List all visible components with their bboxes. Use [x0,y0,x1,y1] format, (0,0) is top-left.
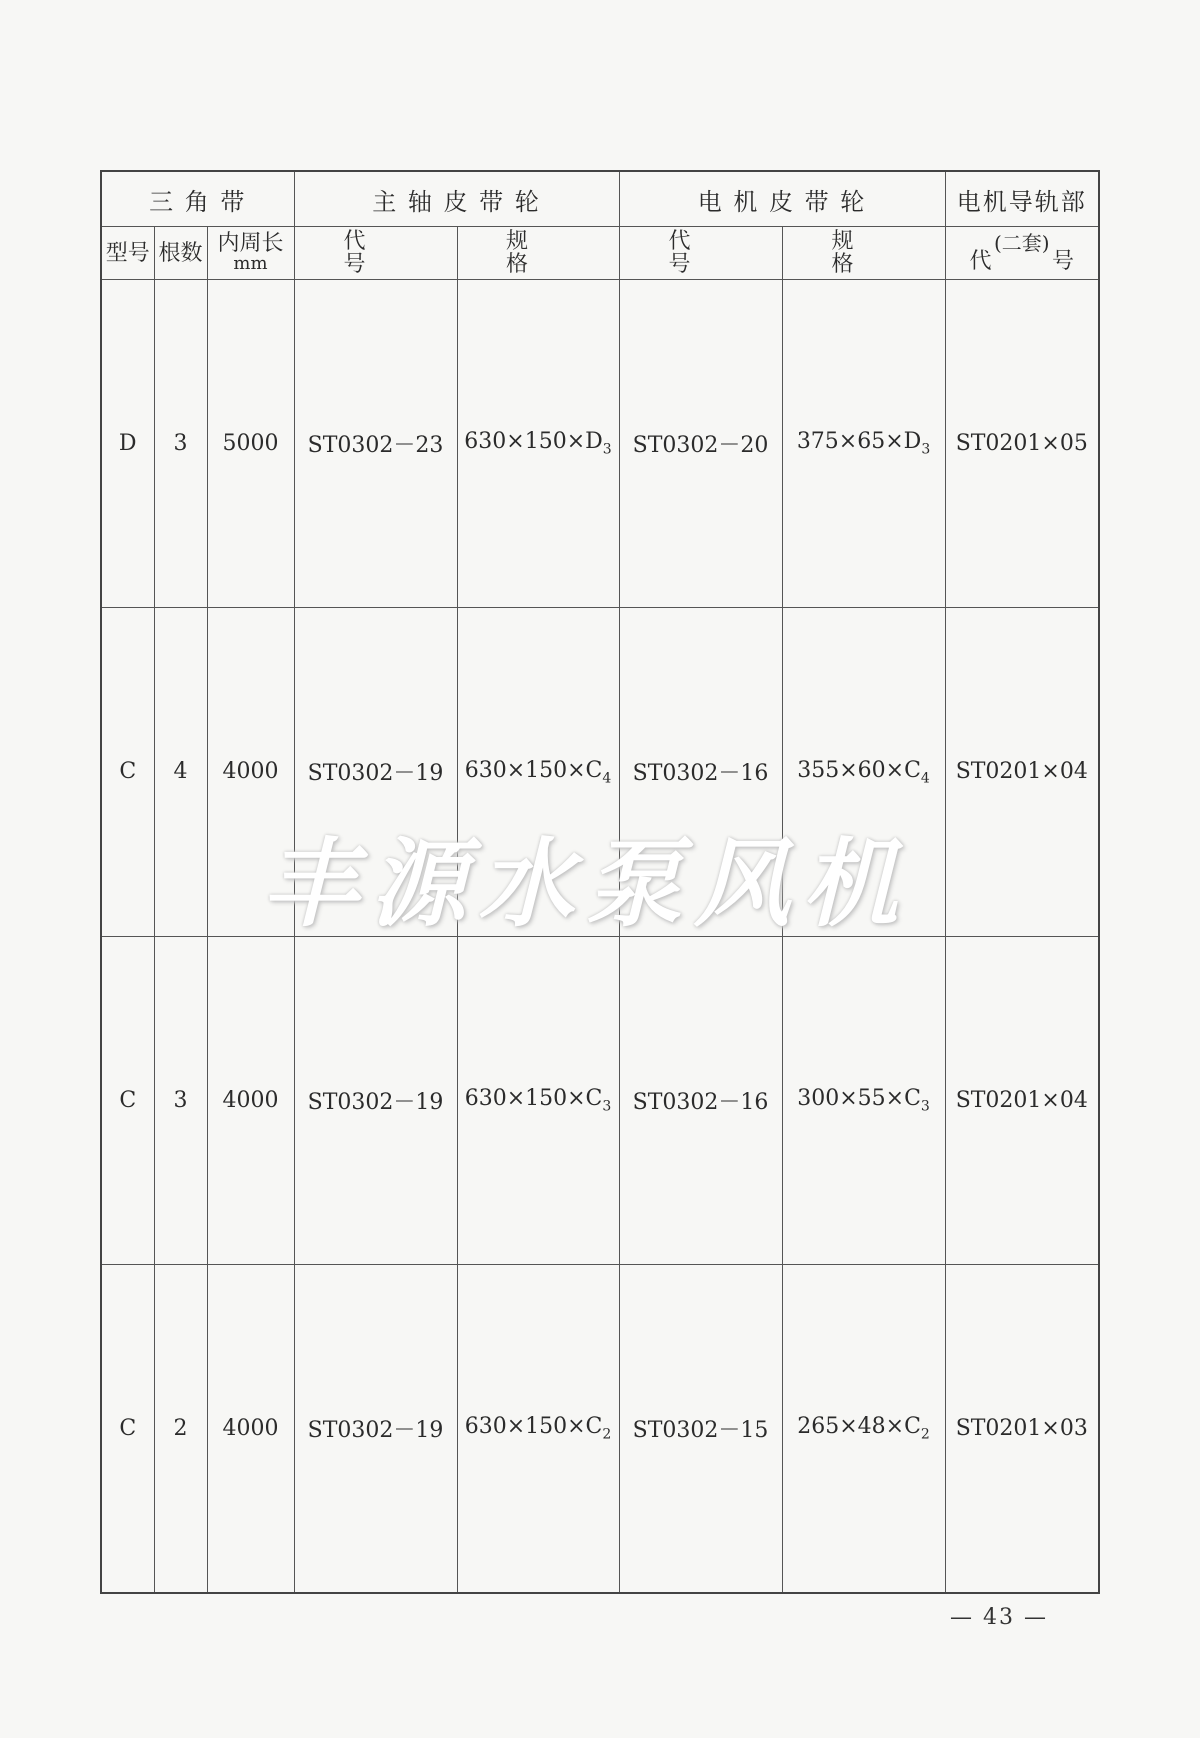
subheader-count: 根数 [154,227,207,280]
cell-type: C [101,608,154,936]
table-row [101,280,1099,608]
table-row [101,936,1099,1264]
header-belt: 三 角 带 [101,171,294,227]
cell-spindle-code: ST0302－19 [294,1264,457,1593]
rail-code-right: 号 [1052,249,1075,274]
rail-note: (二套) [993,231,1050,255]
cell-motor-spec: $355\times 60\times C_4$ [782,608,945,936]
subheader-motor-spec: 规 格 [782,227,945,280]
cell-count: 3 [154,936,207,1264]
inner-length-label: 内周长 [217,231,284,257]
watermark: 丰源水泵风机 [262,828,910,940]
cell-count: 4 [154,608,207,936]
cell-rail-code: ST0201×04 [945,608,1099,936]
cell-type: C [101,936,154,1264]
cell-motor-code: ST0302－16 [619,608,782,936]
rail-code-left: 代 [969,249,992,274]
cell-motor-code: ST0302－15 [619,1264,782,1593]
cell-motor-spec: $375\times 65\times D_3$ [782,280,945,608]
cell-length: 5000 [207,280,294,608]
inner-length-unit: mm [233,253,268,275]
table-row [101,1264,1099,1593]
subheader-motor-code: 代 号 [619,227,782,280]
cell-rail-code: ST0201×04 [945,936,1099,1264]
header-spindle-pulley: 主 轴 皮 带 轮 [294,171,619,227]
cell-length: 4000 [207,1264,294,1593]
cell-length: 4000 [207,608,294,936]
cell-motor-spec: $265\times 48\times C_2$ [782,1264,945,1593]
subheader-spindle-code: 代 号 [294,227,457,280]
cell-spindle-code: ST0302－19 [294,936,457,1264]
cell-spindle-spec: $630\times 150\times D_3$ [457,280,619,608]
cell-spindle-spec: $630\times 150\times C_3$ [457,936,619,1264]
subheader-type: 型号 [101,227,154,280]
cell-spindle-spec: $630\times 150\times C_2$ [457,1264,619,1593]
cell-spindle-code: ST0302－23 [294,280,457,608]
header-motor-pulley: 电 机 皮 带 轮 [619,171,945,227]
cell-spindle-code: ST0302－19 [294,608,457,936]
subheader-inner-length [207,227,294,280]
header-motor-rail: 电机导轨部 [945,171,1099,227]
cell-type: D [101,280,154,608]
subheader-rail-code [945,227,1099,280]
subheader-spindle-spec: 规 格 [457,227,619,280]
cell-type: C [101,1264,154,1593]
cell-rail-code: ST0201×03 [945,1264,1099,1593]
cell-spindle-spec: $630\times 150\times C_4$ [457,608,619,936]
cell-motor-code: ST0302－20 [619,280,782,608]
page-number: — 43 — [950,1605,1048,1630]
cell-motor-code: ST0302－16 [619,936,782,1264]
cell-rail-code: ST0201×05 [945,280,1099,608]
cell-length: 4000 [207,936,294,1264]
cell-count: 3 [154,280,207,608]
cell-count: 2 [154,1264,207,1593]
cell-motor-spec: $300\times 55\times C_3$ [782,936,945,1264]
